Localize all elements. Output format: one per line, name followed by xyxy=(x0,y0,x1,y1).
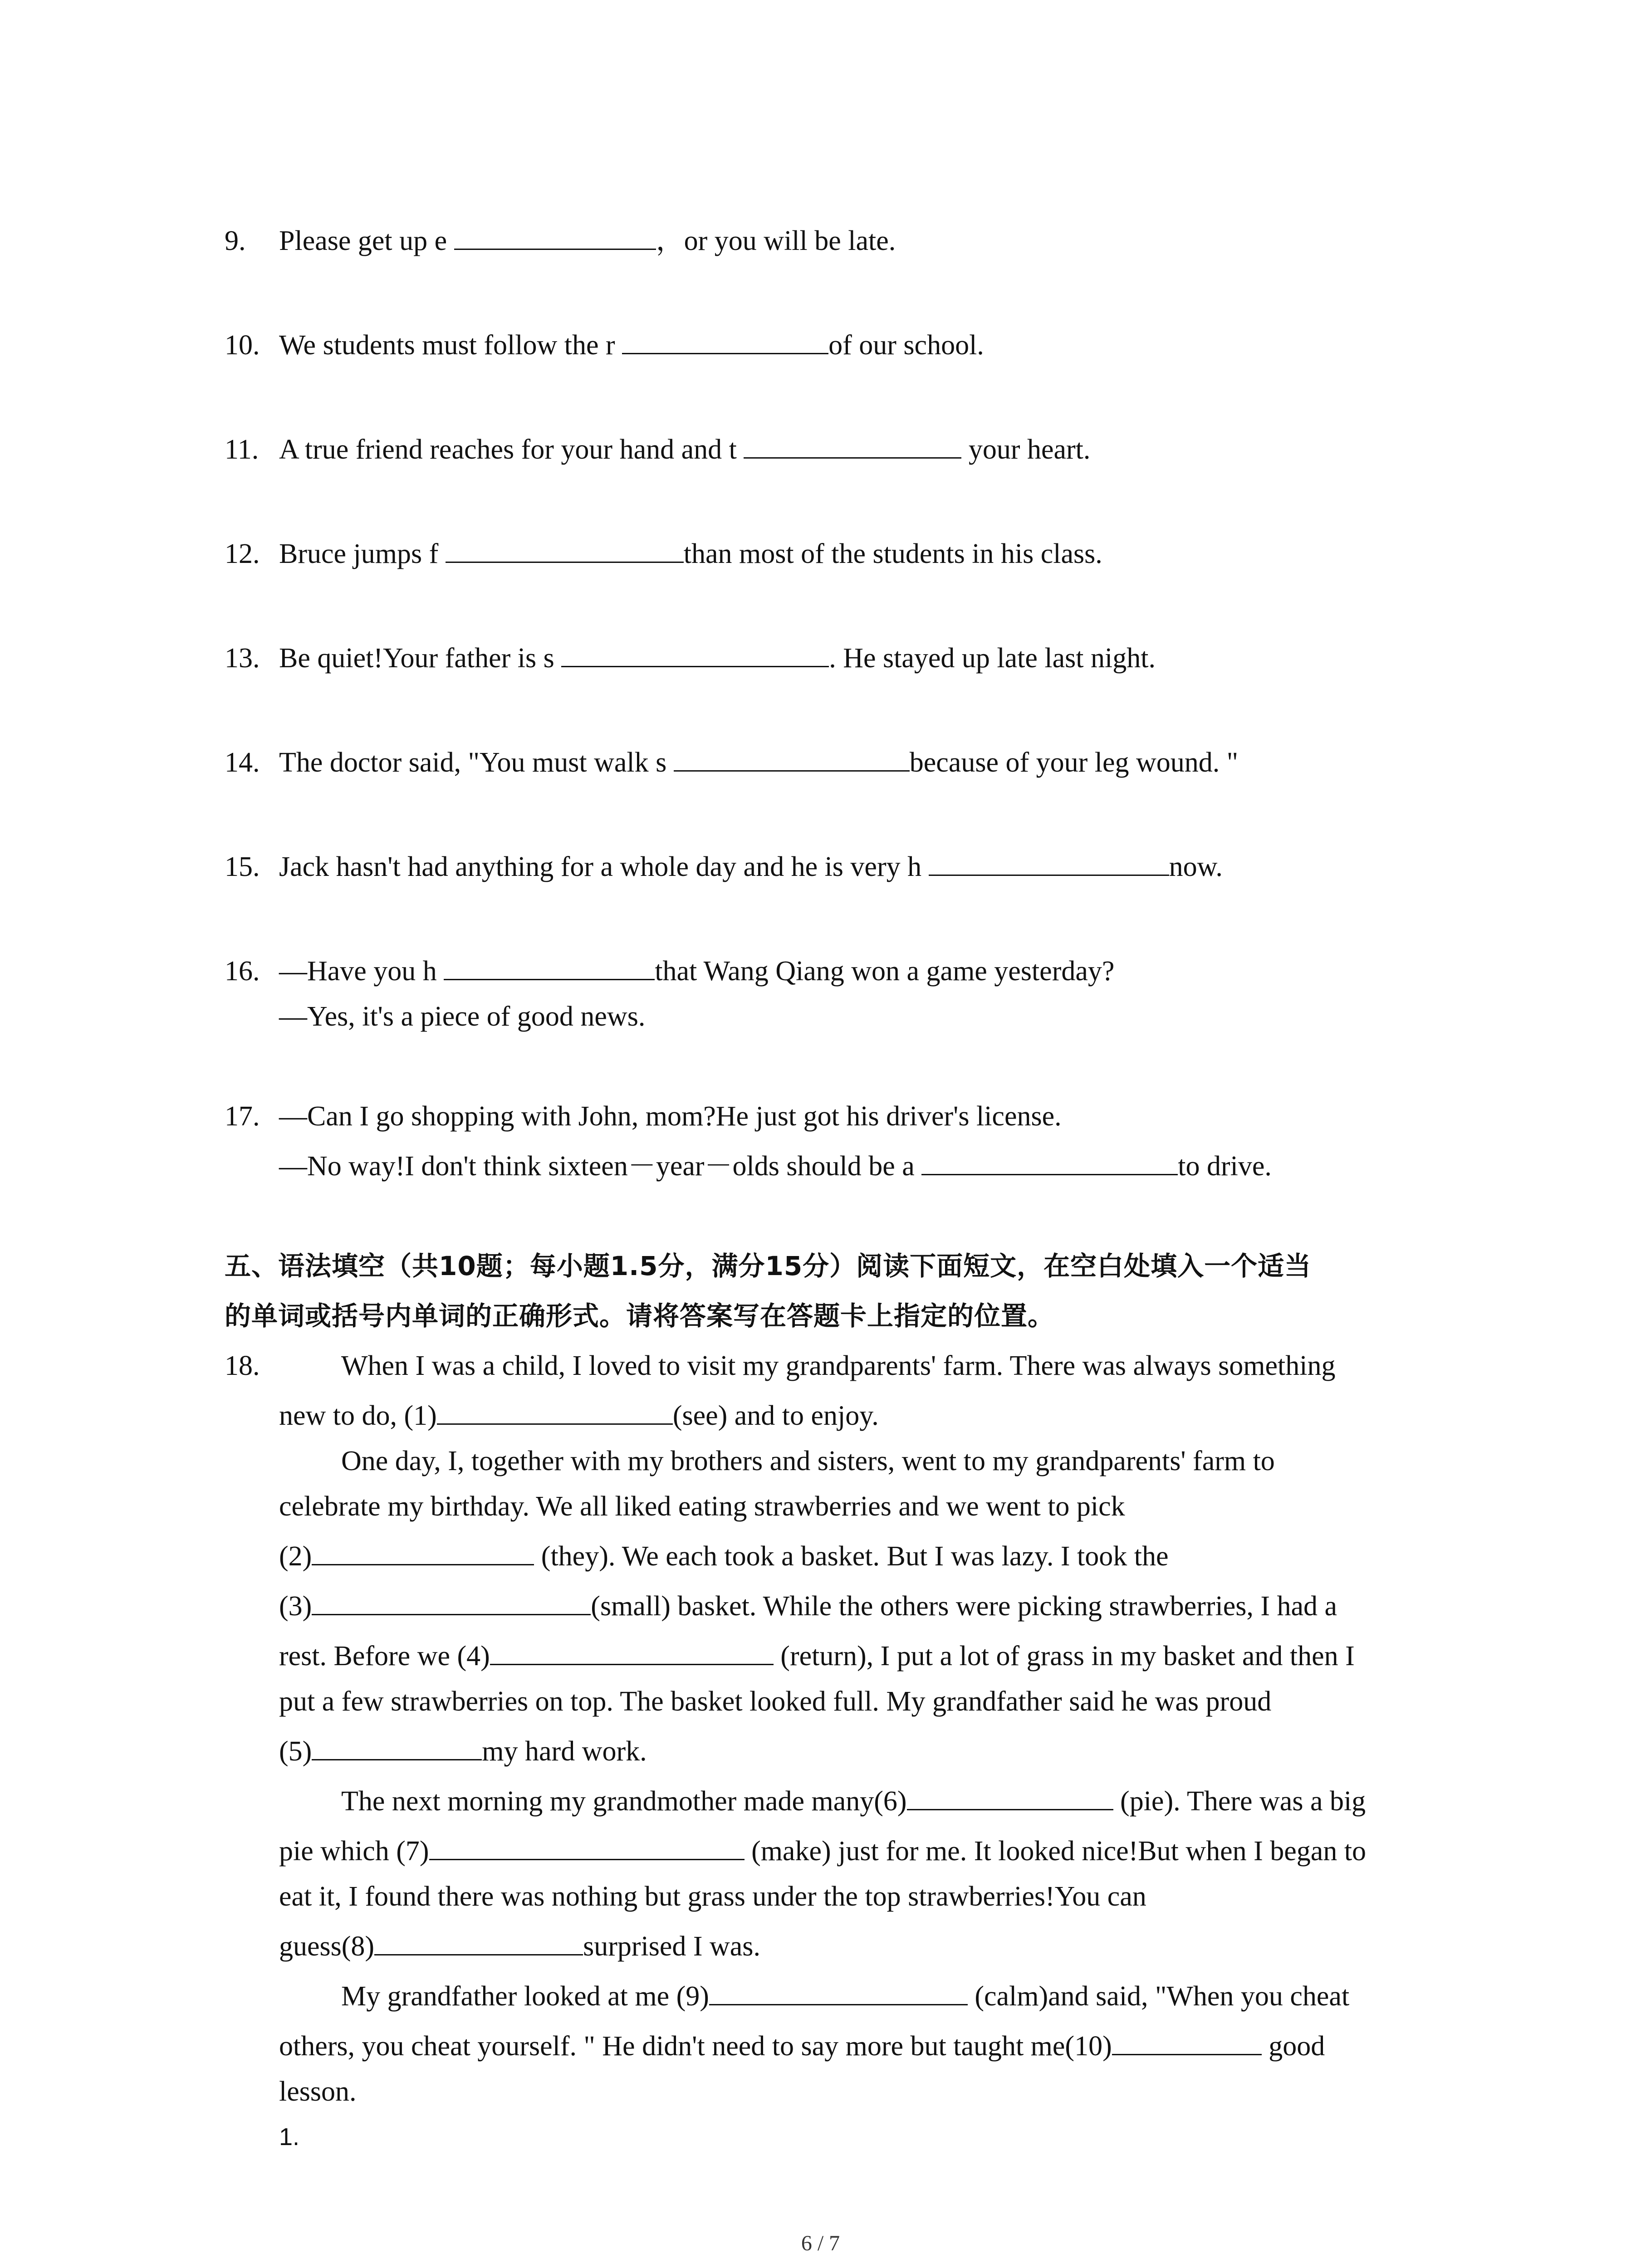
page-number: 6 / 7 xyxy=(801,2231,840,2255)
question-number: 15. xyxy=(225,851,260,882)
answer-blank[interactable] xyxy=(454,220,656,250)
answer-blank[interactable] xyxy=(446,533,684,563)
question-number: 14. xyxy=(225,747,260,778)
answer-blank[interactable] xyxy=(561,638,829,667)
answer-blank[interactable] xyxy=(744,429,961,459)
answer-number: 1. xyxy=(279,2123,300,2151)
blank-3[interactable] xyxy=(312,1586,591,1615)
blank-7[interactable] xyxy=(429,1831,745,1860)
question-number: 11. xyxy=(225,434,259,465)
answer-blank[interactable] xyxy=(921,1146,1178,1175)
blank-10[interactable] xyxy=(1112,2026,1262,2055)
blank-9[interactable] xyxy=(709,1976,968,2005)
question-number: 18. xyxy=(225,1350,260,1381)
blank-1[interactable] xyxy=(437,1395,673,1425)
section-heading-line-2: 的单词或括号内单词的正确形式。请将答案写在答题卡上指定的位置。 xyxy=(225,1300,1055,1331)
question-number: 17. xyxy=(225,1101,260,1132)
blank-5[interactable] xyxy=(312,1731,482,1760)
question-number: 13. xyxy=(225,643,260,674)
question-number: 12. xyxy=(225,538,260,569)
blank-6[interactable] xyxy=(907,1781,1113,1810)
blank-2[interactable] xyxy=(312,1536,534,1565)
question-number: 9. xyxy=(225,225,246,256)
answer-blank[interactable] xyxy=(929,846,1169,876)
question-number: 16. xyxy=(225,956,260,987)
answer-blank[interactable] xyxy=(674,742,910,772)
answer-blank[interactable] xyxy=(444,951,655,980)
answer-blank[interactable] xyxy=(622,325,828,354)
question-number: 10. xyxy=(225,330,260,361)
blank-8[interactable] xyxy=(374,1926,583,1955)
blank-4[interactable] xyxy=(490,1636,774,1665)
document-page: 9. Please get up e ，or you will be late. 10. We students must follow the r of our school. 11. A true friend reaches for your hand and t your heart. 12. Bruce jumps f than most of the students in his class. 13. Be quiet!Your father is s . He stayed up late last night. 14. The doctor said, "You must walk s because of your leg wound. " 15. Jack hasn't had anything for a whole day and he is very h now. 16. —Have you h that Wang Qiang won a game yesterday? —Yes, it's a piece of good news. 17. —Can I go shopping with John, mom?He just got his driver's license. —No way!I don't think sixteen－year－olds should be a to drive. 五、语法填空（共10题；每小题1.5分，满分15分）阅读下面短文，在空白处填入一个适当 的单词或括号内单词的正确形式。请将答案写在答题卡上指定的位置。 18. When I was a child, I loved to visit my grandparents' farm. There was always something new to do, (1) (see) and to enjoy. One day, I, together with my brothers and sisters, went to my grandparents' farm to celebrate my birthday. We all liked eating strawberries and we went to pick (2) (they). We each took a basket. But I was lazy. I took the (3) (small) basket. While the others were picking strawberries, I had a rest. Before we (4) (return), I put a lot of grass in my basket and then I put a few strawberries on top. The basket looked full. My grandfather said he was proud (5) my hard work. The next morning my grandmother made many(6) (pie). There was a big pie which (7) (make) just for me. It looked nice!But when I began to eat it, I found there was nothing but grass under the top strawberries!You can guess(8) surprised I was. My grandfather looked at me (9) (calm)and said, "When you cheat others, you cheat yourself. " He didn't need to say more but taught me(10) good lesson. 1. 6 / 7 xyxy=(0,0,1641,2268)
section-heading: 五、语法填空（共10题；每小题1.5分，满分15分）阅读下面短文，在空白处填入一个适当 xyxy=(225,1251,1312,1281)
